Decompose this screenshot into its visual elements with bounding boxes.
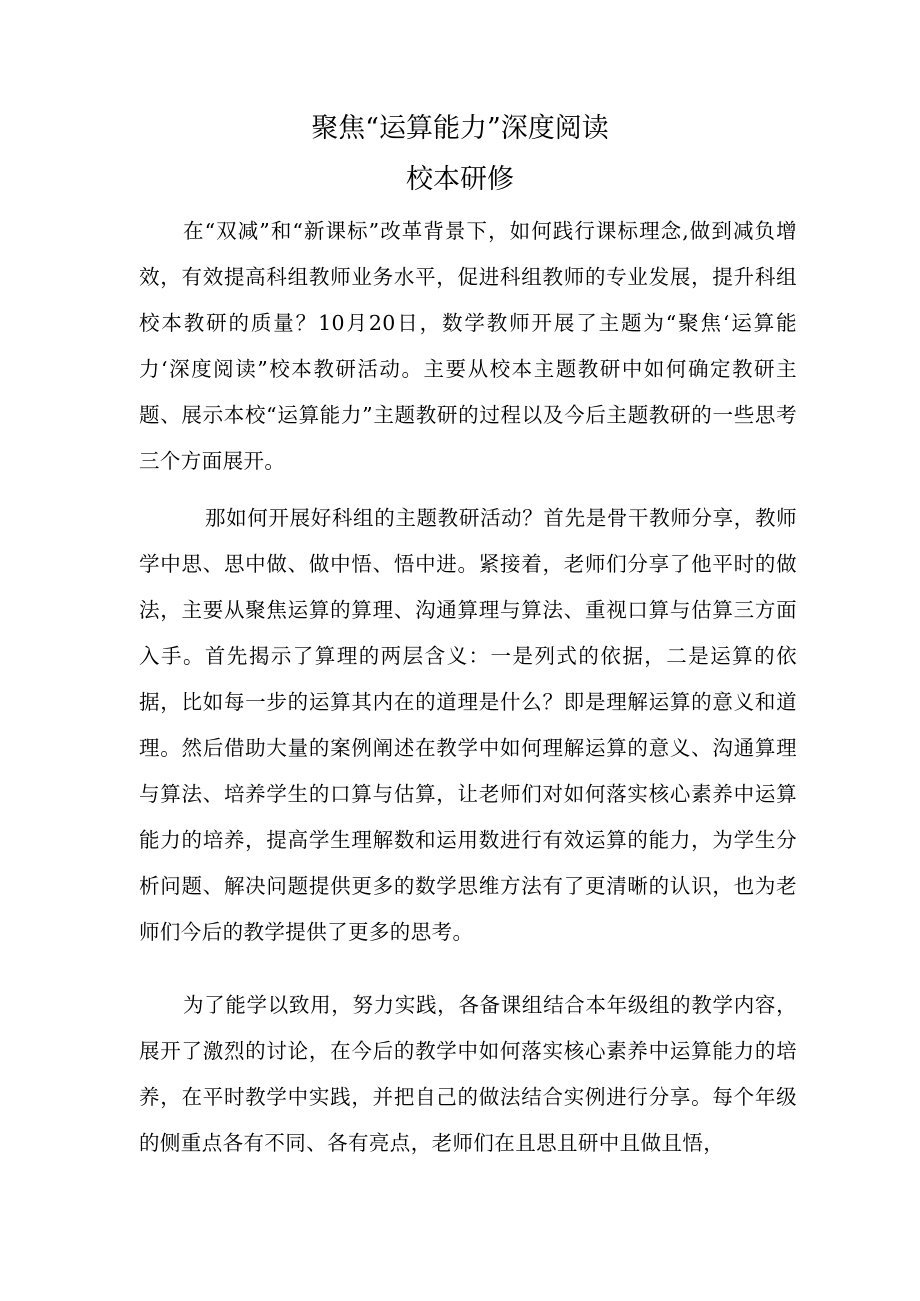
document-subtitle: 校本研修	[406, 164, 514, 195]
paragraph-2: 那如何开展好科组的主题教研活动？首先是骨干教师分享，教师学中思、思中做、做中悟、悟中进。紧接着，老师们分享了他平时的做法，主要从聚焦运算的算理、沟通算理与算法、重视口算与估算三方面入手。首先揭示了算理的两层含义：一是列式的依据，二是运算的依据，比如每一步的运算其内在的道理是什么？即是理解运算的意义和道理。然后借助大量的案例阐述在教学中如何理解运算的意义、沟通算理与算法、培养学生的口算与估算，让老师们对如何落实核心素养中运算能力的培养，提高学生理解数和运用数进行有效运算的能力，为学生分析问题、解决问题提供更多的数学思维方法有了更清晰的认识，也为老师们今后的教学提供了更多的思考。	[139, 506, 797, 944]
document-title: 聚焦“运算能力”深度阅读	[311, 113, 609, 144]
paragraph-3: 为了能学以致用，努力实践，各备课组结合本年级组的教学内容，展开了激烈的讨论，在今后的教学中如何落实核心素养中运算能力的培养，在平时教学中实践，并把自己的做法结合实例进行分享。每个年级的侧重点各有不同、各有亮点，老师们在且思且研中且做且悟，	[139, 993, 797, 1155]
paragraph-1: 在“双减”和“新课标”改革背景下，如何践行课标理念,做到减负增效，有效提高科组教师业务水平，促进科组教师的专业发展，提升科组校本教研的质量？10月20日，数学教师开展了主题为“聚焦‘运算能力‘深度阅读”校本教研活动。主要从校本主题教研中如何确定教研主题、展示本校“运算能力”主题教研的过程以及今后主题教研的一些思考三个方面展开。	[139, 219, 797, 473]
